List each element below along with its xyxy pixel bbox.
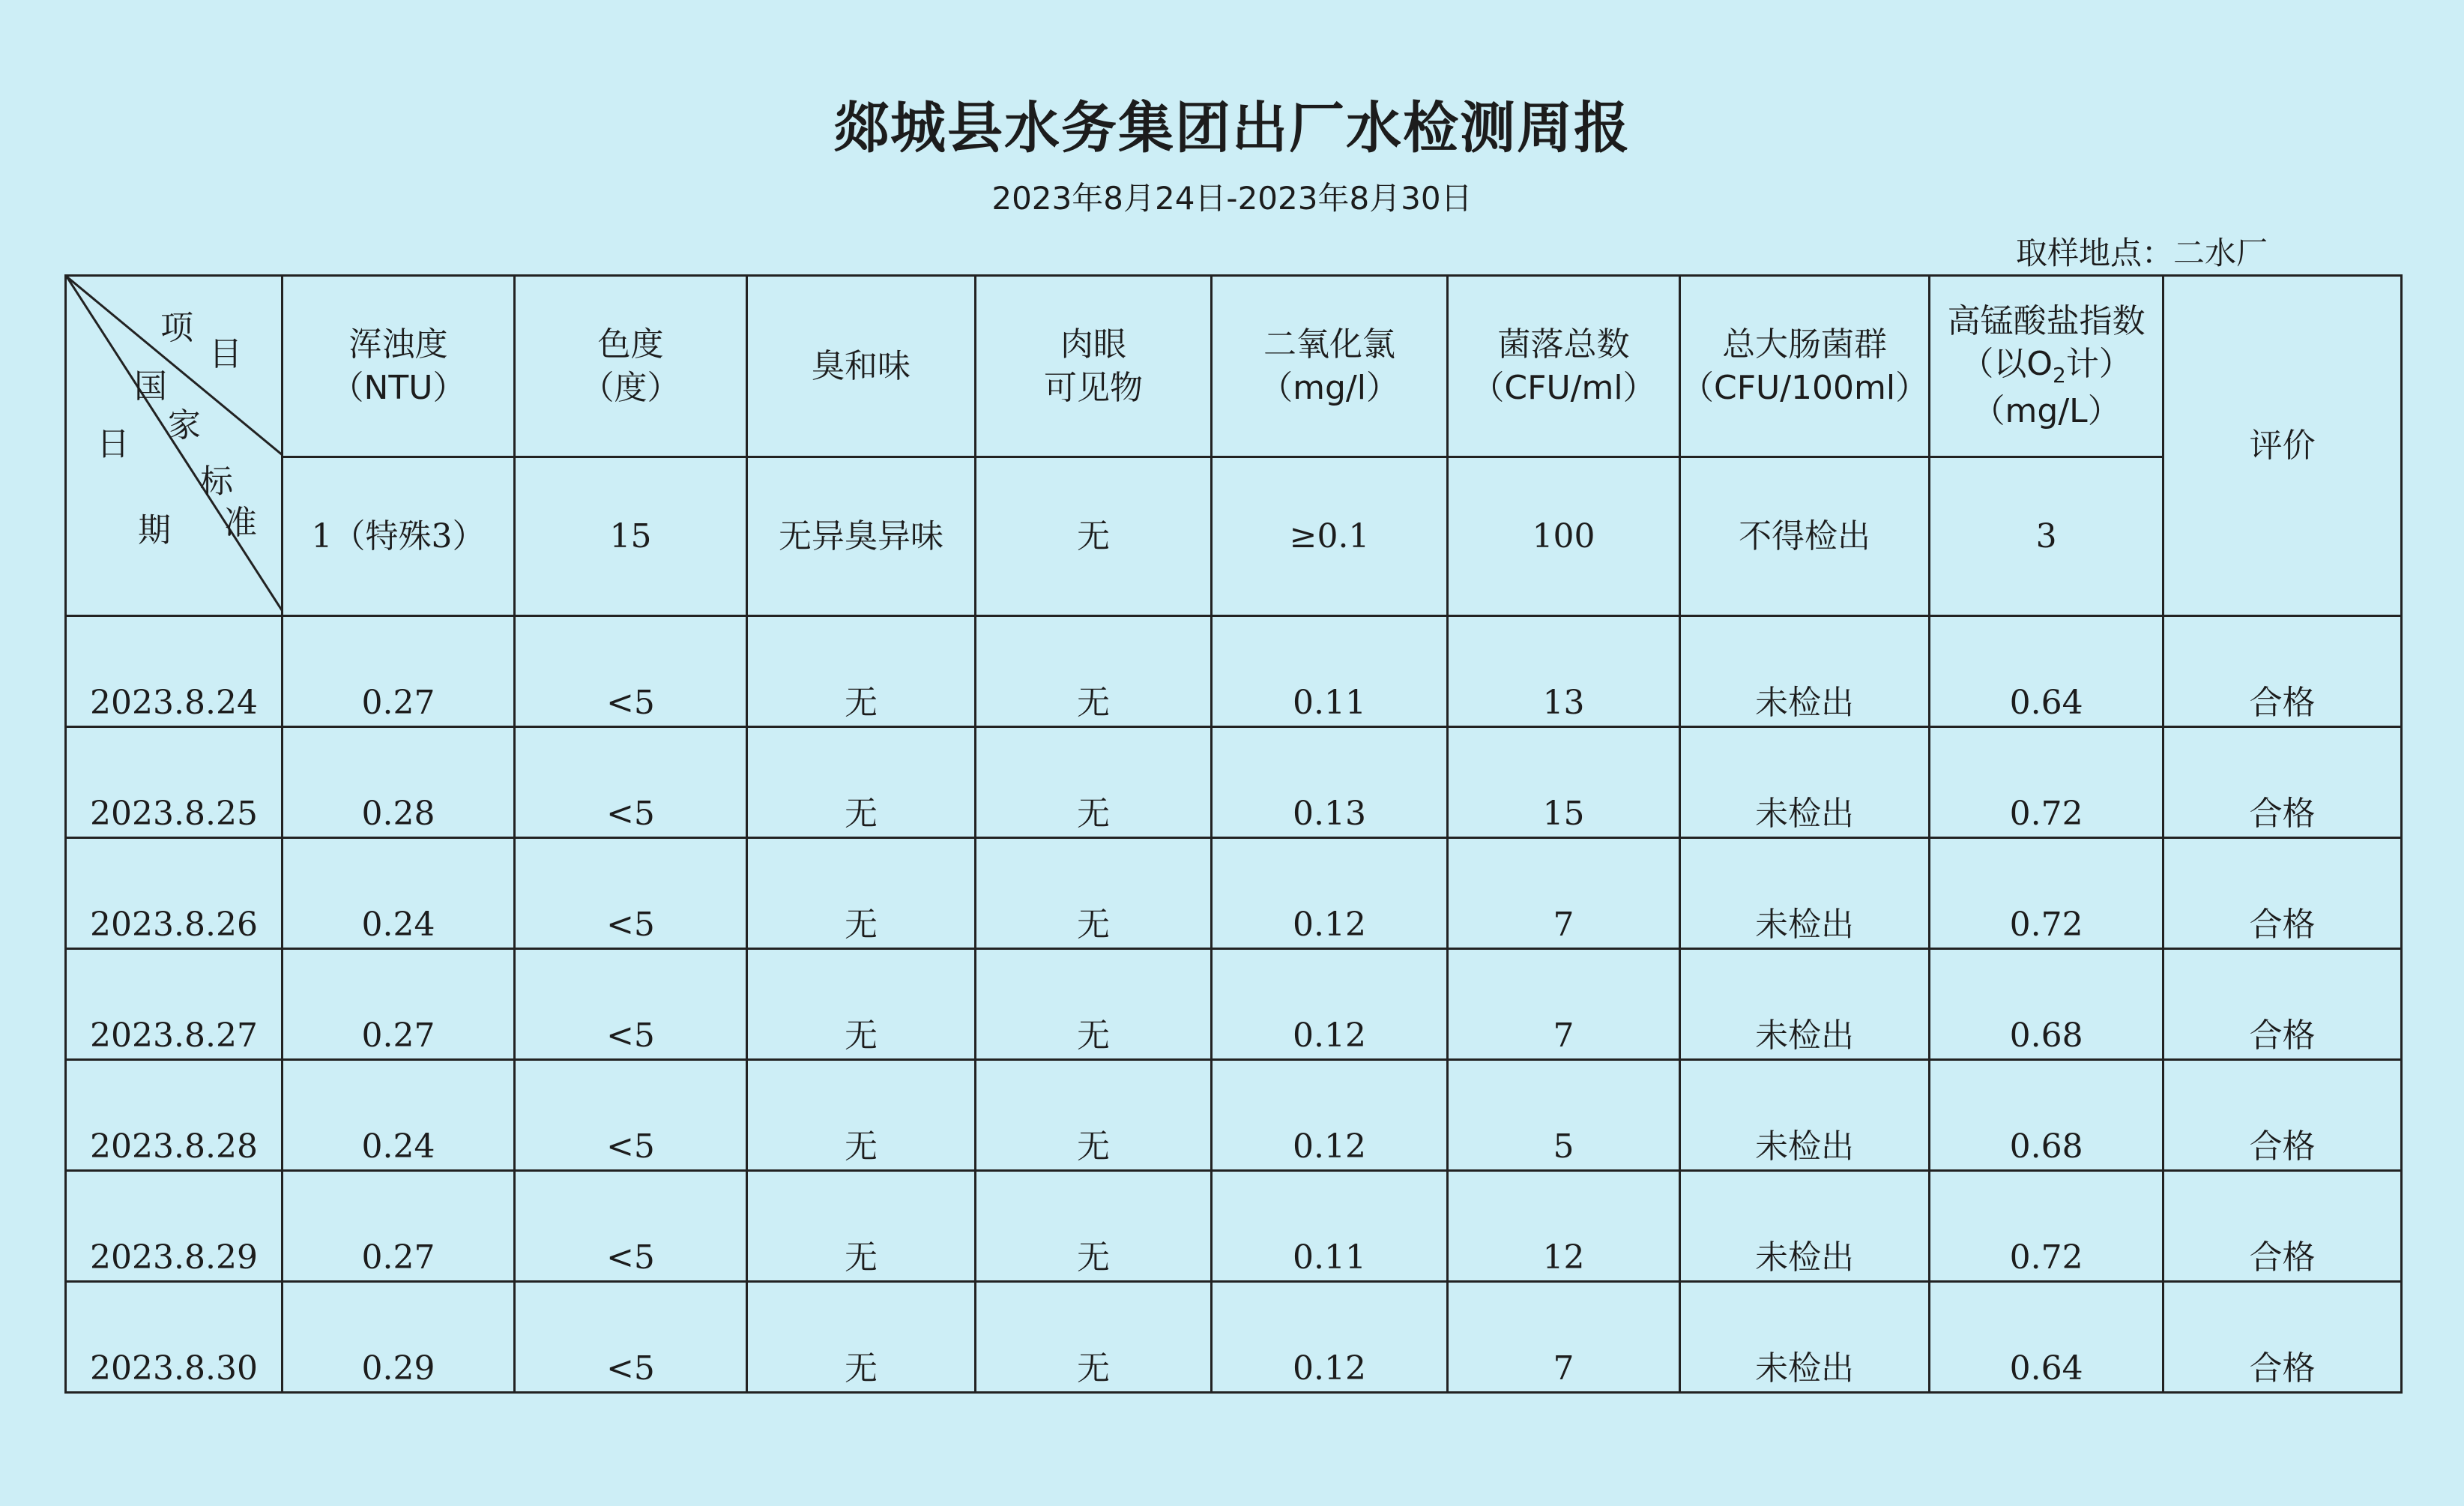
- coliform-cell: 未检出: [1680, 838, 1930, 949]
- header-colony-unit: （CFU/ml）: [1471, 368, 1656, 407]
- turbidity-cell: 0.24: [283, 838, 515, 949]
- corner-label-date-2: 期: [138, 511, 171, 549]
- colony-count-cell: 12: [1448, 1171, 1680, 1282]
- evaluation-cell: 合格: [2163, 1171, 2402, 1282]
- chlorine-dioxide-cell: 0.11: [1212, 616, 1448, 727]
- header-colony-count: [1448, 276, 1680, 457]
- chlorine-dioxide-cell: 0.12: [1212, 838, 1448, 949]
- permanganate-cell: 0.64: [1930, 1282, 2163, 1393]
- header-odor-name: 臭和味: [812, 346, 911, 385]
- visible-matter-cell: 无: [976, 1060, 1212, 1171]
- coliform-cell: 未检出: [1680, 1060, 1930, 1171]
- date-cell: 2023.8.29: [66, 1171, 283, 1282]
- evaluation-cell: 合格: [2163, 727, 2402, 838]
- corner-label-item-2: 目: [209, 335, 242, 373]
- sampling-site: 取样地点：二水厂: [2016, 235, 2268, 271]
- coliform-cell: 未检出: [1680, 616, 1930, 727]
- header-chlorine-dioxide-unit: （mg/l）: [1260, 368, 1399, 407]
- table-row: [66, 949, 2402, 1060]
- permanganate-cell: 0.72: [1930, 838, 2163, 949]
- visible-matter-cell: 无: [976, 838, 1212, 949]
- standard-permanganate: 3: [1930, 457, 2163, 616]
- permanganate-cell: 0.64: [1930, 616, 2163, 727]
- color-cell: <5: [515, 616, 747, 727]
- visible-matter-cell: 无: [976, 949, 1212, 1060]
- turbidity-cell: 0.27: [283, 949, 515, 1060]
- standard-visible: 无: [976, 457, 1212, 616]
- evaluation-cell: 合格: [2163, 949, 2402, 1060]
- header-permanganate-unit: （以$O_2$计）: [1960, 345, 2132, 388]
- visible-matter-cell: 无: [976, 727, 1212, 838]
- permanganate-cell: 0.68: [1930, 949, 2163, 1060]
- header-coliform: [1680, 276, 1930, 457]
- corner-label-item-1: 项: [160, 309, 193, 347]
- coliform-cell: 未检出: [1680, 1282, 1930, 1393]
- color-cell: <5: [515, 838, 747, 949]
- table-row: [66, 616, 2402, 727]
- header-visible-matter: [976, 276, 1212, 457]
- date-cell: 2023.8.30: [66, 1282, 283, 1393]
- color-cell: <5: [515, 1282, 747, 1393]
- odor-cell: 无: [747, 727, 976, 838]
- colony-count-cell: 7: [1448, 949, 1680, 1060]
- corner-label-standard-4: 准: [224, 504, 257, 542]
- visible-matter-cell: 无: [976, 1282, 1212, 1393]
- corner-label-standard-3: 标: [200, 463, 233, 501]
- standard-color: 15: [515, 457, 747, 616]
- odor-cell: 无: [747, 949, 976, 1060]
- chlorine-dioxide-cell: 0.13: [1212, 727, 1448, 838]
- colony-count-cell: 15: [1448, 727, 1680, 838]
- table-row: [66, 1060, 2402, 1171]
- odor-cell: 无: [747, 838, 976, 949]
- header-evaluation: 评价: [2163, 276, 2402, 616]
- evaluation-cell: 合格: [2163, 616, 2402, 727]
- corner-label-standard-1: 国: [134, 367, 167, 406]
- colony-count-cell: 7: [1448, 838, 1680, 949]
- odor-cell: 无: [747, 1060, 976, 1171]
- header-permanganate-unit2: （mg/L）: [1972, 391, 2121, 430]
- header-turbidity-unit: （NTU）: [330, 368, 466, 407]
- water-quality-table: [64, 274, 2403, 1394]
- color-cell: <5: [515, 727, 747, 838]
- date-cell: 2023.8.24: [66, 616, 283, 727]
- chlorine-dioxide-cell: 0.12: [1212, 949, 1448, 1060]
- corner-diagonal-header: [66, 276, 283, 616]
- date-cell: 2023.8.26: [66, 838, 283, 949]
- table-row: [66, 838, 2402, 949]
- table-row: [66, 1171, 2402, 1282]
- permanganate-cell: 0.68: [1930, 1060, 2163, 1171]
- permanganate-cell: 0.72: [1930, 1171, 2163, 1282]
- standard-turbidity: 1（特殊3）: [283, 457, 515, 616]
- colony-count-cell: 7: [1448, 1282, 1680, 1393]
- turbidity-cell: 0.24: [283, 1060, 515, 1171]
- header-chlorine-dioxide-name: 二氧化氯: [1263, 325, 1395, 364]
- chlorine-dioxide-cell: 0.12: [1212, 1060, 1448, 1171]
- header-turbidity: [283, 276, 515, 457]
- header-coliform-name: 总大肠菌群: [1722, 325, 1888, 364]
- coliform-cell: 未检出: [1680, 727, 1930, 838]
- turbidity-cell: 0.27: [283, 616, 515, 727]
- standard-chlorine-dioxide: ≥0.1: [1212, 457, 1448, 616]
- visible-matter-cell: 无: [976, 1171, 1212, 1282]
- header-permanganate: [1930, 276, 2163, 457]
- header-chlorine-dioxide: [1212, 276, 1448, 457]
- header-visible-name: 肉眼: [1060, 325, 1126, 364]
- evaluation-cell: 合格: [2163, 838, 2402, 949]
- odor-cell: 无: [747, 1171, 976, 1282]
- header-permanganate-name: 高锰酸盐指数: [1947, 302, 2146, 341]
- header-turbidity-name: 浑浊度: [348, 325, 448, 364]
- corner-label-standard-2: 家: [168, 406, 201, 445]
- standard-colony: 100: [1448, 457, 1680, 616]
- header-coliform-unit: （CFU/100ml）: [1681, 368, 1929, 407]
- turbidity-cell: 0.27: [283, 1171, 515, 1282]
- header-visible-unit: 可见物: [1044, 368, 1143, 407]
- color-cell: <5: [515, 949, 747, 1060]
- colony-count-cell: 13: [1448, 616, 1680, 727]
- header-colony-name: 菌落总数: [1497, 325, 1630, 364]
- coliform-cell: 未检出: [1680, 949, 1930, 1060]
- corner-label-date-1: 日: [97, 425, 130, 463]
- date-cell: 2023.8.25: [66, 727, 283, 838]
- header-color: [515, 276, 747, 457]
- chlorine-dioxide-cell: 0.12: [1212, 1282, 1448, 1393]
- turbidity-cell: 0.29: [283, 1282, 515, 1393]
- turbidity-cell: 0.28: [283, 727, 515, 838]
- date-range: 2023年8月24日-2023年8月30日: [991, 180, 1473, 217]
- odor-cell: 无: [747, 616, 976, 727]
- color-cell: <5: [515, 1060, 747, 1171]
- evaluation-cell: 合格: [2163, 1282, 2402, 1393]
- coliform-cell: 未检出: [1680, 1171, 1930, 1282]
- standard-coliform: 不得检出: [1680, 457, 1930, 616]
- evaluation-cell: 合格: [2163, 1060, 2402, 1171]
- report-title: 郯城县水务集团出厂水检测周报: [833, 96, 1631, 160]
- header-color-name: 色度: [597, 325, 664, 364]
- table-row: [66, 727, 2402, 838]
- permanganate-cell: 0.72: [1930, 727, 2163, 838]
- standard-odor: 无异臭异味: [747, 457, 976, 616]
- date-cell: 2023.8.28: [66, 1060, 283, 1171]
- colony-count-cell: 5: [1448, 1060, 1680, 1171]
- visible-matter-cell: 无: [976, 616, 1212, 727]
- header-color-unit: （度）: [581, 368, 680, 407]
- odor-cell: 无: [747, 1282, 976, 1393]
- date-cell: 2023.8.27: [66, 949, 283, 1060]
- table-row: [66, 1282, 2402, 1393]
- chlorine-dioxide-cell: 0.11: [1212, 1171, 1448, 1282]
- color-cell: <5: [515, 1171, 747, 1282]
- header-odor: [747, 276, 976, 457]
